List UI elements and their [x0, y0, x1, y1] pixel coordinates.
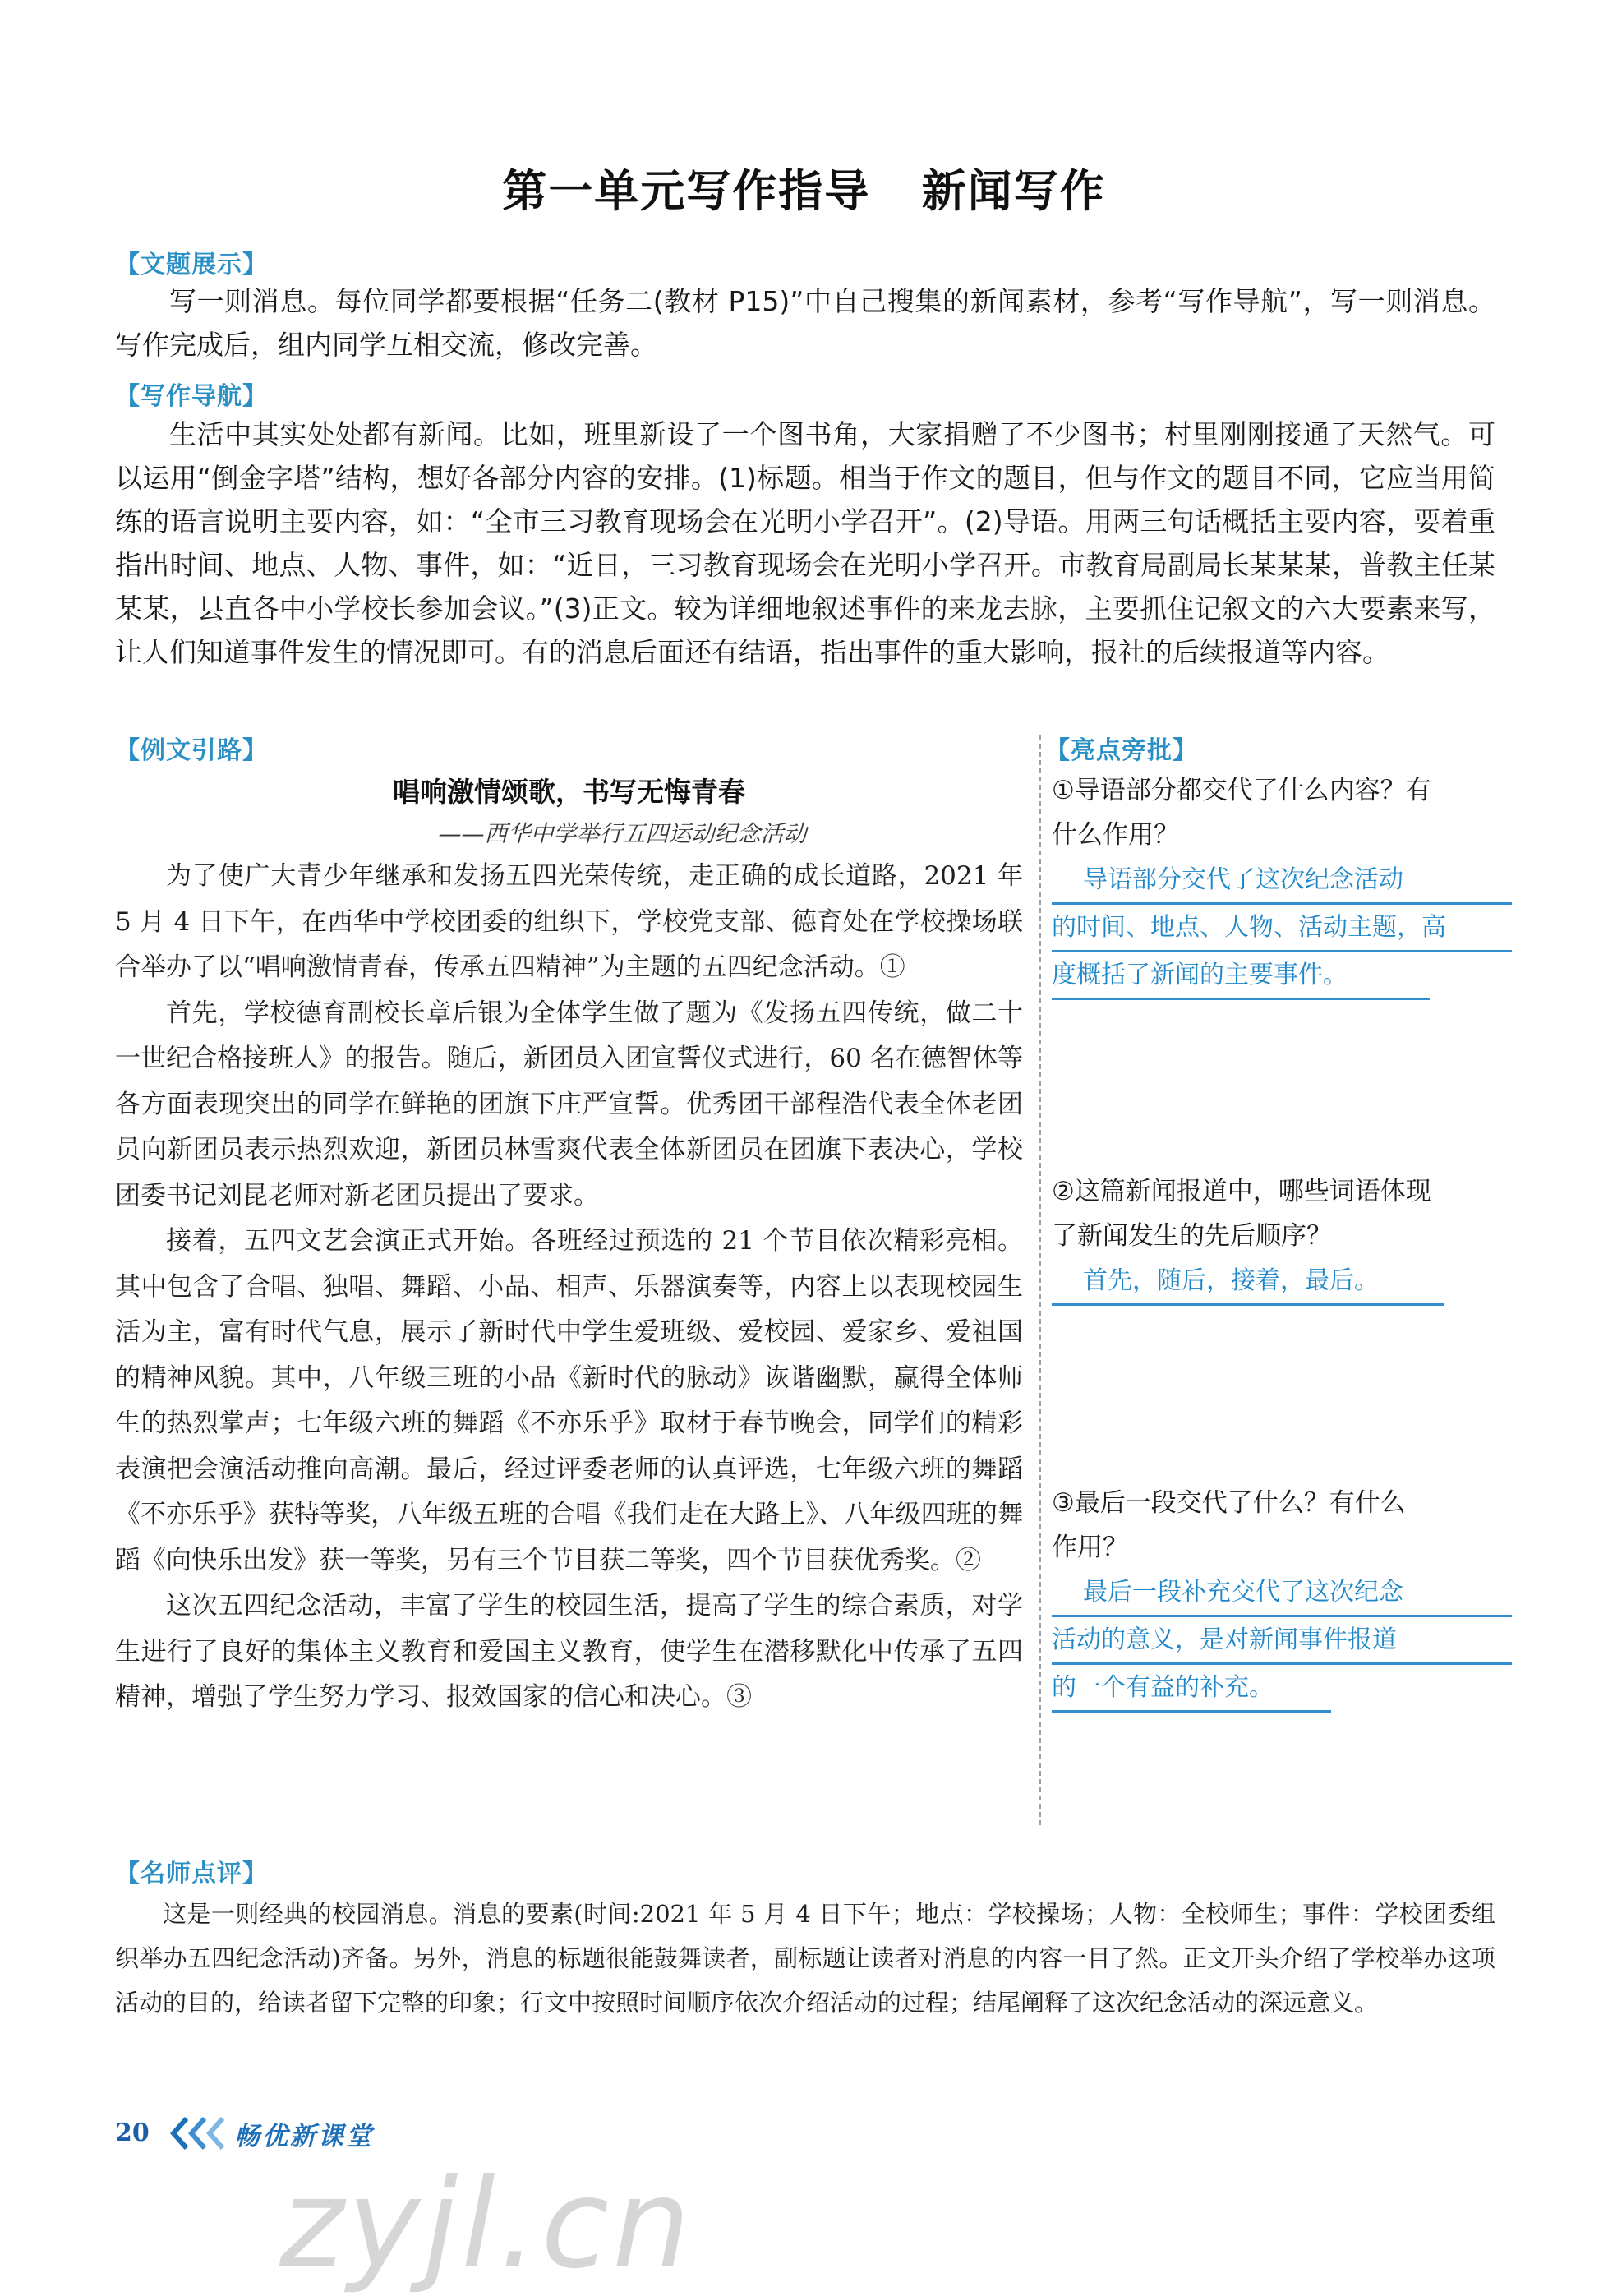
annotation-3 [1052, 1481, 1512, 1713]
annotation-question: ①导语部分都交代了什么内容？有 [1052, 776, 1431, 805]
annotation-question: ③最后一段交代了什么？有什么 [1052, 1488, 1406, 1518]
brand-name: 畅优新课堂 [234, 2122, 374, 2151]
annotation-answer-line: 的一个有益的补充。 [1052, 1665, 1331, 1713]
annotation-answer-line: 度概括了新闻的主要事件。 [1052, 952, 1430, 1000]
review-block [115, 1892, 1495, 2025]
article-paragraph-3: 接着，五四文艺会演正式开始。各班经过预选的 21 个节目依次精彩亮相。其中包含了合唱、独唱、舞蹈、小品、相声、乐器演奏等，内容上以表现校园生活为主，富有时代气息，展示了新时代中学生爱班级、爱校园、爱家乡、爱祖国的精神风貌。其中，八年级三班的小品《新时代的脉动》诙谐幽默，赢得全体师生的热烈掌声；七年级六班的舞蹈《不亦乐乎》取材于春节晚会，同学们的精彩表演把会演活动推向高潮。最后，经过评委老师的认真评选，七年级六班的舞蹈《不亦乐乎》获特等奖，八年级五班的合唱《我们走在大路上》、八年级四班的舞蹈《向快乐出发》获一等奖，另有三个节目获二等奖，四个节目获优秀奖。② [115, 1226, 1023, 1575]
example-article [115, 764, 1023, 1721]
annotation-answer [1052, 1570, 1512, 1713]
prompt-text: 写一则消息。每位同学都要根据“任务二(教材 P15)”中自己搜集的新闻素材，参考“写作导航”，写一则消息。写作完成后，组内同学互相交流，修改完善。 [115, 285, 1495, 361]
annotation-answer-line: 导语部分交代了这次纪念活动 [1052, 857, 1512, 905]
guide-section-label: 【写作导航】 [115, 382, 268, 411]
prompt-block [115, 279, 1495, 367]
annotation-answer [1052, 1258, 1512, 1306]
review-text: 这是一则经典的校园消息。消息的要素(时间:2021 年 5 月 4 日下午；地点：学校操场；人物：全校师生；事件：学校团委组织举办五四纪念活动)齐备。另外，消息的标题很能鼓舞读者，副标题让读者对消息的内容一目了然。正文开头介绍了学校举办这项活动的目的，给读者留下完整的印象；行文中按照时间顺序依次介绍活动的过程；结尾阐释了这次纪念活动的深远意义。 [115, 1900, 1495, 2017]
guide-text: 生活中其实处处都有新闻。比如，班里新设了一个图书角，大家捐赠了不少图书；村里刚刚接通了天然气。可以运用“倒金字塔”结构，想好各部分内容的安排。(1)标题。相当于作文的题目，但与作文的题目不同，它应当用简练的语言说明主要内容，如：“全市三习教育现场会在光明小学召开”。(2)导语。用两三句话概括主要内容，要着重指出时间、地点、人物、事件，如：“近日，三习教育现场会在光明小学召开。市教育局副局长某某某，普教主任某某某，县直各中小学校长参加会议。”(3)正文。较为详细地叙述事件的来龙去脉，主要抓住记叙文的六大要素来写，让人们知道事件发生的情况即可。有的消息后面还有结语，指出事件的重大影响，报社的后续报道等内容。 [115, 418, 1495, 668]
annotation-2 [1052, 1169, 1512, 1306]
annotation-answer-line: 的时间、地点、人物、活动主题，高 [1052, 905, 1512, 952]
annotation-answer-line: 活动的意义，是对新闻事件报道 [1052, 1617, 1512, 1665]
annotation-question: 了新闻发生的先后顺序？ [1052, 1221, 1332, 1251]
annotation-question: ②这篇新闻报道中，哪些词语体现 [1052, 1177, 1431, 1206]
highlight-section-label: 【亮点旁批】 [1045, 736, 1198, 765]
column-divider [1039, 735, 1041, 1828]
annotation-answer [1052, 857, 1512, 1000]
article-title: 唱响激情颂歌，书写无悔青春 [393, 776, 745, 808]
chevrons-icon [168, 2115, 233, 2155]
article-paragraph-4: 这次五四纪念活动，丰富了学生的校园生活，提高了学生的综合素质，对学生进行了良好的集体主义教育和爱国主义教育，使学生在潜移默化中传承了五四精神，增强了学生努力学习、报效国家的信心和决心。③ [115, 1591, 1023, 1712]
annotation-answer-line: 最后一段补充交代了这次纪念 [1052, 1570, 1512, 1617]
prompt-section-label: 【文题展示】 [115, 251, 268, 279]
example-section-label: 【例文引路】 [115, 736, 268, 765]
annotation-question: 什么作用？ [1052, 820, 1179, 850]
review-section-label: 【名师点评】 [115, 1860, 268, 1888]
annotation-1 [1052, 768, 1512, 1000]
annotation-question: 作用？ [1052, 1533, 1128, 1562]
guide-block [115, 413, 1495, 674]
article-subtitle: ——西华中学举行五四运动纪念活动 [438, 820, 807, 847]
page-title: 第一单元写作指导 新闻写作 [502, 165, 1106, 217]
page-number: 20 [115, 2118, 150, 2147]
annotation-answer-line: 首先，随后，接着，最后。 [1052, 1258, 1444, 1306]
watermark: zyjl.cn [279, 2153, 694, 2296]
article-paragraph-1: 为了使广大青少年继承和发扬五四光荣传统，走正确的成长道路，2021 年 5 月 4 日下午，在西华中学校团委的组织下，学校党支部、德育处在学校操场联合举办了以“唱响激情青春，传承五四精神”为主题的五四纪念活动。① [115, 861, 1023, 982]
article-paragraph-2: 首先，学校德育副校长章后银为全体学生做了题为《发扬五四传统，做二十一世纪合格接班人》的报告。随后，新团员入团宣誓仪式进行，60 名在德智体等各方面表现突出的同学在鲜艳的团旗下庄严宣誓。优秀团干部程浩代表全体老团员向新团员表示热烈欢迎，新团员林雪爽代表全体新团员在团旗下表决心，学校团委书记刘昆老师对新老团员提出了要求。 [115, 998, 1023, 1210]
